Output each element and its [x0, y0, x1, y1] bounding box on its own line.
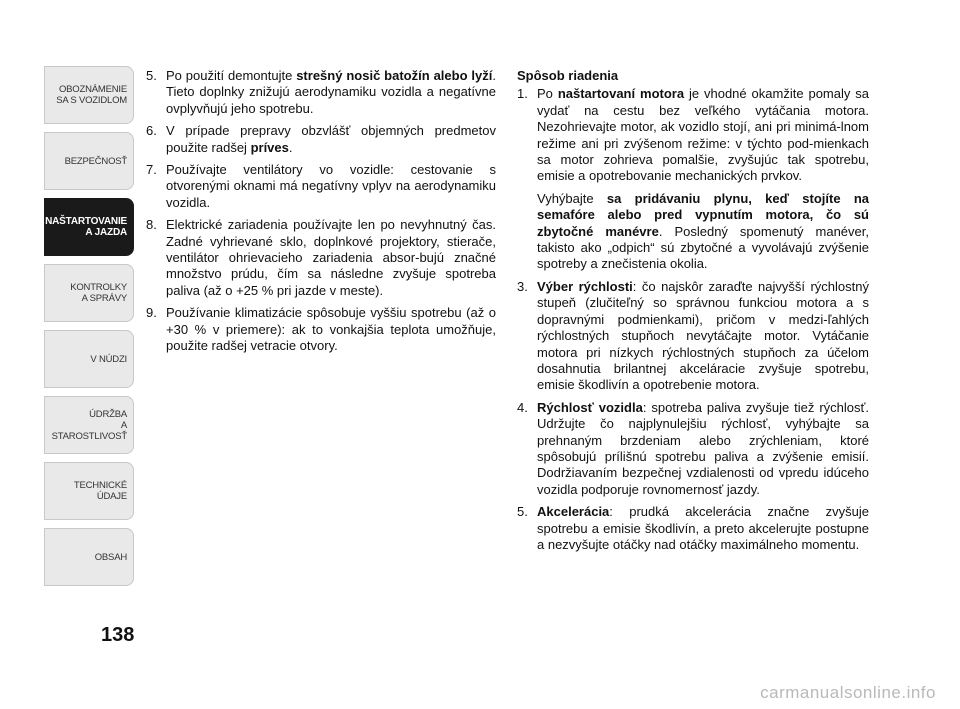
tab-v-nudzi[interactable] [44, 330, 134, 388]
list-item [517, 279, 869, 394]
item-text: Používajte ventilátory vo vozidle: cestovanie s otvorenými oknami má negatívny vplyv na aerodynamiku vozidla. [166, 162, 496, 210]
tab-obsah[interactable] [44, 528, 134, 586]
item-text: je vhodné okamžite pomaly sa vydať na cestu bez veľkého vytáčania motora. Nezohrievajte motor, ak vozidlo stojí, ani pri minimá-lnom režime ani pri zvýšenom režime: v týchto pod-mienkach sa motor zohrieva pomalšie, zvyšujúc tak spotrebu, emisie a opotrebovanie mechanických prvkov. [537, 86, 870, 184]
tab-label: BEZPEČNOSŤ [64, 155, 127, 167]
item-text: . Posledný spomenutý manéver, takisto ako „odpich“ sú zbytočné a vyvolávajú zvýšenie spotreby a znečistenia okolia. [537, 223, 869, 272]
item-bold: Akcelerácia [537, 504, 610, 520]
tab-bezpecnost[interactable] [44, 132, 134, 190]
item-text: Elektrické zariadenia používajte len po nevyhnutný čas. Zadné vyhrievané sklo, doplnkové projektory, stierače, ventilátor ohrievacieho zariadenia absor-bujú značné množstvo prúdu, čím sa následne zvyšuje spotreba paliva (až o +25 % pri jazde v meste). [166, 217, 496, 298]
item-number: 5. [146, 68, 157, 83]
list-item [146, 305, 496, 354]
left-column [146, 68, 496, 361]
tab-label: OBSAH [94, 551, 127, 563]
item-number: 4. [517, 399, 528, 415]
tab-nastartovanie-active[interactable] [44, 198, 134, 256]
tab-udrzba[interactable] [44, 396, 134, 454]
item-text: V prípade prepravy obzvlášť objemných predmetov použite radšej [166, 123, 496, 155]
tab-label: OBOZNÁMENIE SA S VOZIDLOM [56, 84, 127, 106]
item-bold: príves [250, 139, 289, 155]
list-item [146, 162, 496, 211]
tab-technicke-udaje[interactable] [44, 462, 134, 520]
item-number: 1. [517, 86, 528, 102]
section-title: Spôsob riadenia [517, 68, 619, 83]
paragraph [517, 191, 869, 273]
tab-label: TECHNICKÉ ÚDAJE [73, 480, 127, 502]
tab-label: NAŠTARTOVANIE A JAZDA [45, 216, 127, 238]
list-item [517, 504, 869, 553]
list-item [146, 68, 496, 117]
watermark: carmanualsonline.info [760, 683, 936, 702]
item-bold: Rýchlosť vozidla [537, 399, 643, 415]
list-item [146, 123, 496, 156]
item-text: : prudká akcelerácia značne zvyšuje spotrebu a emisie škodlivín, a preto akcelerujte postupne a nezvyšujte otáčky nad otáčky maximálneho momentu. [537, 504, 869, 552]
right-column [517, 68, 869, 559]
tab-oboznamenie[interactable] [44, 66, 134, 124]
tab-label: ÚDRŽBA A STAROSTLIVOSŤ [51, 408, 127, 442]
item-text: : spotreba paliva zvyšuje tiež rýchlosť. Udržujte čo najplynulejšiu rýchlosť, vyhýbajte sa prehnaným brzdeniam alebo zrýchleniam, ktoré spôsobujú prílišnú spotrebu paliva a zvýšenie emisií. Dodržiavaním bezpečnej vzdialenosti od vpredu idúceho vozidla podporuje rovnomernosť jazdy. [537, 399, 869, 497]
item-text: Vyhýbajte [537, 190, 607, 206]
item-bold: naštartovaní motora [557, 86, 685, 102]
item-text: Po použití demontujte [166, 68, 297, 83]
item-number: 7. [146, 162, 157, 178]
page-number: 138 [101, 624, 135, 646]
item-bold: strešný nosič batožín alebo lyží [296, 68, 493, 83]
tab-kontrolky[interactable] [44, 264, 134, 322]
item-number: 9. [146, 305, 157, 321]
item-text: Používanie klimatizácie spôsobuje vyššiu spotrebu (až o +30 % v priemere): ak to vonkajšia teplota umožňuje, použite radšej vetracie otvory. [166, 305, 496, 354]
item-text: . Tieto doplnky znižujú aerodynamiku vozidla a negatívne ovplyvňujú jeho spotrebu. [166, 68, 496, 116]
item-text: Po [537, 86, 558, 102]
item-number: 3. [517, 278, 528, 294]
item-text: . [288, 139, 293, 155]
item-bold: Výber rýchlosti [537, 278, 633, 294]
list-item [517, 400, 869, 498]
chapter-tabs [44, 66, 134, 594]
list-item [146, 217, 496, 299]
list-item [517, 86, 869, 184]
item-bold: sa pridávaniu plynu, keď stojíte na semafóre alebo pred vypnutím motora, čo sú zbytočné manévre [537, 190, 869, 239]
item-number: 5. [517, 504, 528, 520]
tab-label: KONTROLKY A SPRÁVY [70, 282, 127, 304]
item-number: 6. [146, 123, 157, 139]
tab-label: V NÚDZI [90, 353, 127, 365]
item-text: : čo najskôr zaraďte najvyšší rýchlostný stupeň (zlučiteľný so správnou funkciou motora a s dopravnými podmienkami), pričom v medzi-ľahlých rýchlostných stupňoch nevytáčajte motor. Vytáčanie motora pri nízkych rýchlostných stupňoch za účelom dosahnutia brilantnej akceláracie zvyšuje spotrebu, emisie škodlivín a opotrebenie motora. [537, 278, 869, 393]
item-number: 8. [146, 217, 157, 233]
